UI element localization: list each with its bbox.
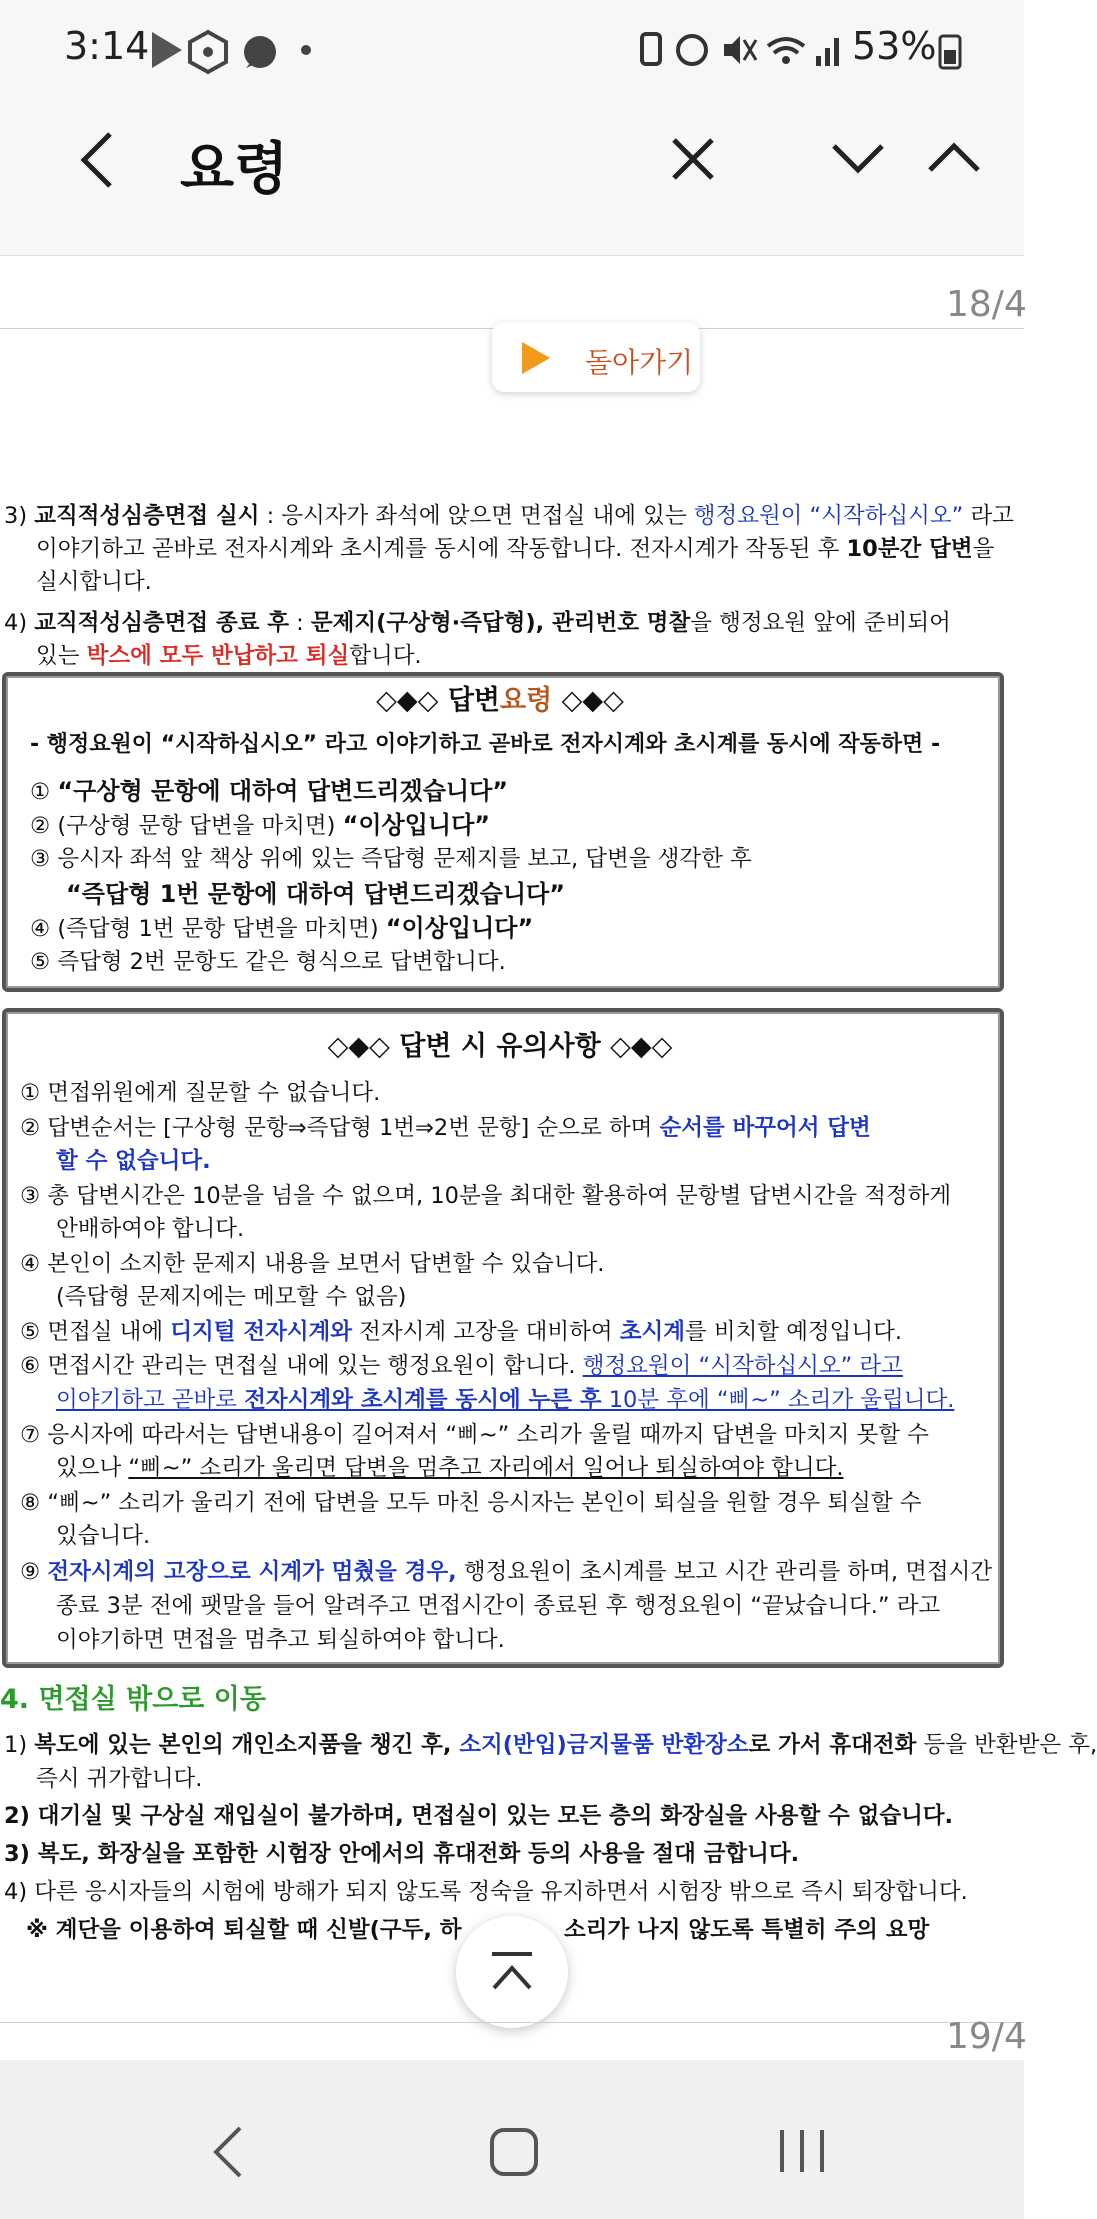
nav-home-icon[interactable] [488,2126,540,2178]
section-4-item-1: 1) 복도에 있는 본인의 개인소지품을 챙긴 후, 소지(반입)금지물품 반환장소로 가서 휴대전화 등을 반환받은 후, [4,1732,1097,1758]
guide-line-4: ④ (즉답형 1번 문항 답변을 마치면) “이상입니다” [30,914,534,942]
mute-icon [724,36,740,64]
precaution-2: ② 답변순서는 [구상형 문항⇒즉답형 1번⇒2번 문항] 순으로 하며 순서를 바꾸어서 답변 [20,1115,871,1141]
signal-icon [816,56,821,66]
section-4-item-3: 3) 복도, 화장실을 포함한 시험장 안에서의 휴대전화 등의 사용을 절대 금합니다. [4,1841,800,1867]
back-arrow-icon[interactable] [76,128,120,192]
answer-guide-title: ◇◆◇ 답변요령 ◇◆◇ [376,685,624,716]
precaution-7: ⑦ 응시자에 따라서는 답변내용이 길어져서 “삐~” 소리가 울릴 때까지 답변을 마치지 못할 수 [20,1422,929,1448]
precaution-9c: 이야기하면 면접을 멈추고 퇴실하여야 합니다. [56,1627,505,1653]
guide-line-1: ① “구상형 문항에 대하여 답변드리겠습니다” [30,777,509,805]
section-4-note-a: ※ 계단을 이용하여 퇴실할 때 신발(구두, 하 [26,1917,462,1943]
status-time: 3:14 [64,24,150,68]
play-store-icon [152,32,182,68]
chevron-up-icon[interactable] [924,138,984,178]
item-3-line3: 실시합니다. [36,569,152,595]
section-4-heading: 4. 면접실 밖으로 이동 [0,1684,266,1715]
wifi-icon [768,39,804,46]
precaution-7b: 있으나 “삐~” 소리가 울리면 답변을 멈추고 자리에서 일어나 퇴실하여야 합니다. [56,1455,844,1481]
precaution-4: ④ 본인이 소지한 문제지 내용을 보면서 답변할 수 있습니다. [20,1251,605,1277]
battery-icon [938,32,962,70]
status-system-icons [638,30,848,70]
section-4-item-4: 4) 다른 응시자들의 시험에 방해가 되지 않도록 정숙을 유지하면서 시험장 밖으로 즉시 퇴장합니다. [4,1879,968,1905]
messenger-icon [244,36,276,68]
search-toolbar [0,100,1024,256]
page-number-2: 19/4 [946,2016,1027,2057]
nav-back-icon[interactable] [210,2124,246,2180]
precaution-1: ① 면접위원에게 질문할 수 없습니다. [20,1080,381,1106]
guide-line-5: ⑤ 즉답형 2번 문항도 같은 형식으로 답변합니다. [30,949,506,975]
precaution-9b: 종료 3분 전에 팻말을 들어 알려주고 면접시간이 종료된 후 행정요원이 “끝났습니다.” 라고 [56,1593,941,1619]
precaution-8b: 있습니다. [56,1523,151,1549]
precaution-6: ⑥ 면접시간 관리는 면접실 내에 있는 행정요원이 합니다. 행정요원이 “시작하십시오” 라고 [20,1353,903,1379]
precaution-8: ⑧ “삐~” 소리가 울리기 전에 답변을 모두 마친 응시자는 본인이 퇴실을 원할 경우 퇴실할 수 [20,1490,922,1516]
precaution-3b: 안배하여야 합니다. [56,1216,245,1242]
guide-line-3: ③ 응시자 좌석 앞 책상 위에 있는 즉답형 문제지를 보고, 답변을 생각한 후 [30,846,752,872]
guide-line-3b: “즉답형 1번 문항에 대하여 답변드리겠습니다” [66,880,565,908]
return-button-label: 돌아가기 [585,346,694,379]
search-term: 요령 [180,137,289,202]
answer-guide-subtitle: - 행정요원이 “시작하십시오” 라고 이야기하고 곧바로 전자시계와 초시계를 동시에 작동하면 - [30,732,941,757]
guide-line-2: ② (구상형 문항 답변을 마치면) “이상입니다” [30,811,491,839]
more-dot-icon [301,45,311,55]
close-icon[interactable] [668,134,718,184]
precaution-3: ③ 총 답변시간은 10분을 넘을 수 없으며, 10분을 최대한 활용하여 문항별 답변시간을 적정하게 [20,1183,952,1209]
page-number: 18/4 [946,284,1027,325]
battery-saver-icon [642,34,660,64]
item-3-line2: 이야기하고 곧바로 전자시계와 초시계를 동시에 작동합니다. 전자시계가 작동된 후 10분간 답변을 [36,536,995,562]
item-4-line2: 있는 박스에 모두 반납하고 퇴실합니다. [36,643,422,669]
precaution-6b: 이야기하고 곧바로 전자시계와 초시계를 동시에 누른 후 10분 후에 “삐~” 소리가 울립니다. [56,1387,955,1413]
precaution-9: ⑨ 전자시계의 고장으로 시계가 멈췄을 경우, 행정요원이 초시계를 보고 시간 관리를 하며, 면접시간 [20,1559,993,1585]
page-divider-2 [0,2022,1024,2023]
precaution-2b: 할 수 없습니다. [56,1148,211,1174]
nav-recents-icon[interactable] [776,2126,830,2176]
play-icon [518,340,552,376]
precaution-4b: (즉답형 문제지에는 메모할 수 없음) [56,1284,407,1310]
battery-percent: 53% [852,24,937,68]
section-4-item-1b: 즉시 귀가합니다. [36,1766,203,1792]
precaution-5: ⑤ 면접실 내에 디지털 전자시계와 전자시계 고장을 대비하여 초시계를 비치할 예정입니다. [20,1319,903,1345]
section-4-note-b: 소리가 나지 않도록 특별히 주의 요망 [564,1917,930,1943]
scroll-top-icon [488,1950,536,1994]
precautions-title: ◇◆◇ 답변 시 유의사항 ◇◆◇ [327,1031,673,1062]
item-4: 4) 교직적성심층면접 종료 후 : 문제지(구상형·즉답형), 관리번호 명찰을 행정요원 앞에 준비되어 [4,610,951,636]
section-4-item-2: 2) 대기실 및 구상실 재입실이 불가하며, 면접실이 있는 모든 층의 화장실을 사용할 수 없습니다. [4,1803,954,1829]
alarm-icon [678,36,706,64]
chevron-down-icon[interactable] [828,138,888,178]
status-notification-icons [148,28,318,72]
item-3: 3) 교직적성심층면접 실시 : 응시자가 좌석에 앉으면 면접실 내에 있는 행정요원이 “시작하십시오” 라고 [4,503,1014,529]
